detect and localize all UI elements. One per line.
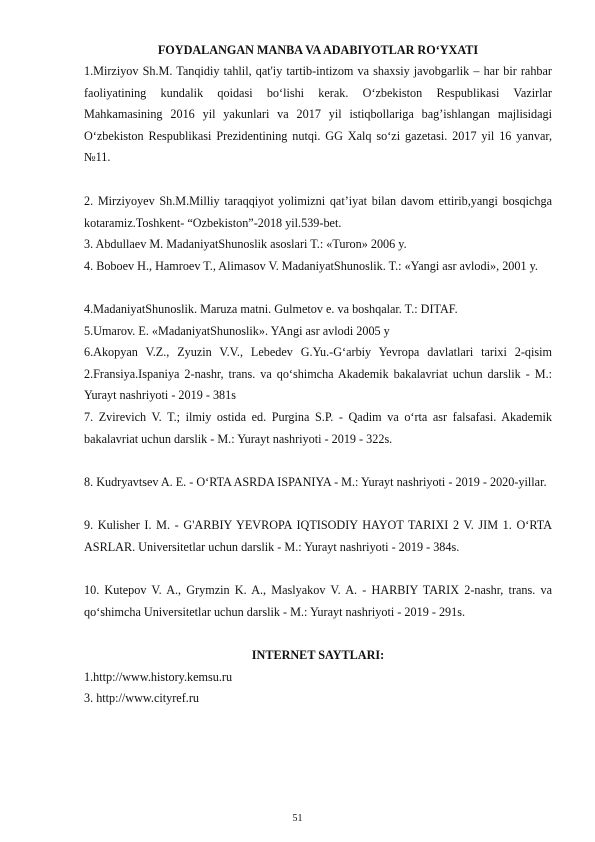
reference-entry-5: 5.Umarov. E. «MadaniyatShunoslik». YAngi asr avlodi 2005 y xyxy=(84,324,390,338)
reference-entry-4b: 4.MadaniyatShunoslik. Maruza matni. Gulmetov e. va boshqalar. T.: DITAF. xyxy=(84,302,458,316)
reference-entry-6: 6.Akopyan V.Z., Zyuzin V.V., Lebedev G.Yu.-G‘arbiy Yevropa davlatlari tarixi 2-qisim 2.Fransiya.Ispaniya 2-nashr, trans. va qo‘shimcha Akademik bakalavriat uchun darslik - M.: Yurayt nashriyoti - 2019 - 381s xyxy=(84,345,552,403)
website-link-2[interactable]: 3. http://www.cityref.ru xyxy=(84,691,199,705)
reference-entry-4: 4. Boboev H., Hamroev T., Alimasov V. MadaniyatShunoslik. T.: «Yangi asr avlodi», 2001 y. xyxy=(84,259,538,273)
internet-sites-title: INTERNET SAYTLARI: xyxy=(251,648,385,662)
reference-entry-1: 1.Mirziyov Sh.M. Tanqidiy tahlil, qat'iy tartib-intizom va shaxsiy javobgarlik – har bir rahbar faoliyatining kundalik qoidasi bo‘lishi kerak. O‘zbekiston Respublikasi Vazirlar Mahkamasining 2016 yil yakunlari va 2017 yil istiqbollariga bag’ishlangan majlisidagi O‘zbekiston Respublikasi Prezidentining nutqi. GG Xalq so‘zi gazetasi. 2017 yil 16 yanvar, №11. xyxy=(84,64,552,165)
reference-entry-3: 3. Abdullaev M. MadaniyatShunoslik asoslari T.: «Turon» 2006 y. xyxy=(84,237,407,251)
reference-entry-7: 7. Zvirevich V. T.; ilmiy ostida ed. Purgina S.P. - Qadim va o‘rta asr falsafasi. Akademik bakalavriat uchun darslik - M.: Yurayt nashriyoti - 2019 - 322s. xyxy=(84,410,552,446)
reference-entry-9: 9. Kulisher I. M. - G'ARBIY YEVROPA IQTISODIY HAYOT TARIXI 2 V. JIM 1. O‘RTA ASRLAR. Universitetlar uchun darslik - M.: Yurayt nashriyoti - 2019 - 384s. xyxy=(84,518,552,554)
bibliography-title: FOYDALANGAN MANBA VA ADABIYOTLAR RO‘YXATI xyxy=(157,43,479,57)
reference-entry-2: 2. Mirziyoyev Sh.M.Milliy taraqqiyot yolimizni qat’iyat bilan davom ettirib,yangi bosqichga kotaramiz.Toshkent- “Ozbekiston”-2018 yil.539-bet. xyxy=(84,194,552,230)
reference-entry-8: 8. Kudryavtsev A. E. - O‘RTA ASRDA ISPANIYA - M.: Yurayt nashriyoti - 2019 - 2020-yillar. xyxy=(84,475,547,489)
page-number: 51 xyxy=(292,813,303,824)
reference-entry-10: 10. Kutepov V. A., Grymzin K. A., Maslyakov V. A. - HARBIY TARIX 2-nashr, trans. va qo‘shimcha Universitetlar uchun darslik - M.: Yurayt nashriyoti - 2019 - 291s. xyxy=(84,583,552,619)
website-link-1[interactable]: 1.http://www.history.kemsu.ru xyxy=(84,670,233,684)
